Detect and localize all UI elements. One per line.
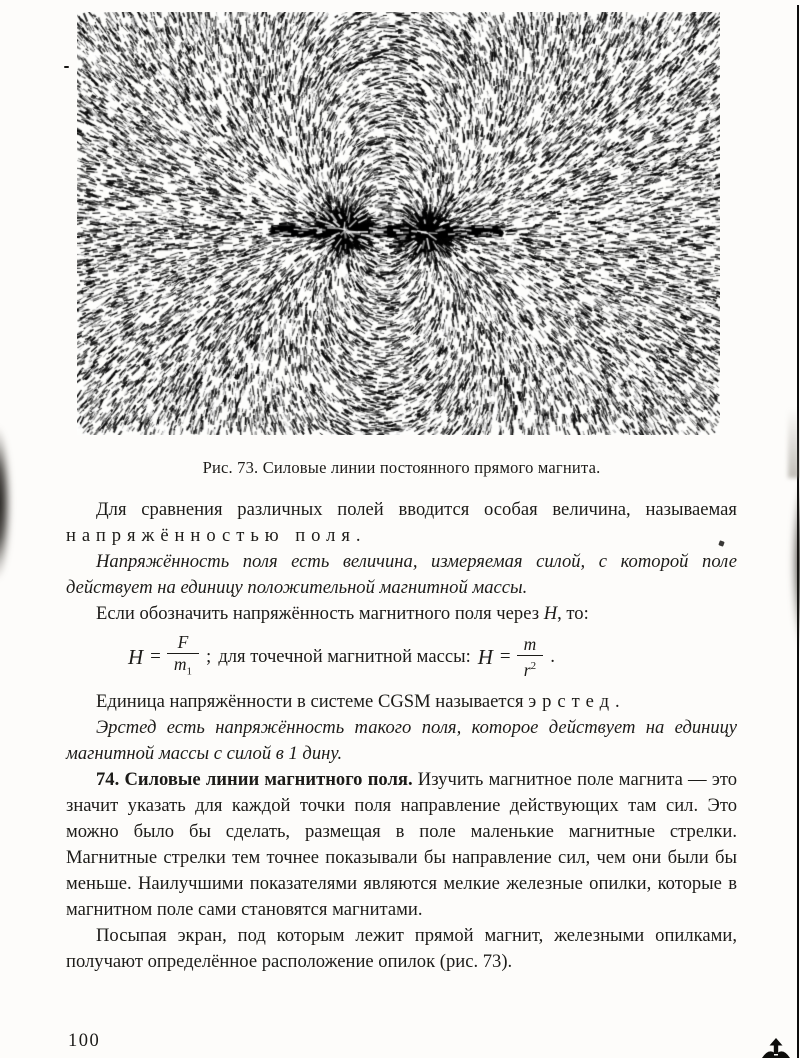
binding-shadow-left [0, 408, 18, 598]
denominator-subscript: 1 [186, 665, 193, 678]
figure-caption: Рис. 73. Силовые линии постоянного прямого магнита. [202, 458, 601, 477]
formula-middle-text: для точечной магнитной массы: [218, 646, 471, 668]
paragraph-text: Изучить магнитное поле магнита — это значит указать для каждой точки поля направление действующих там сил. Это можно было бы сделать, размещая в поле маленькие магнитные стрелки. Магнитные стрелки тем точнее показывали бы направление сил, чем они были бы меньше. Наилучшими показателями являются мелкие железные опилки, которые в магнитном поле сами становятся магнитами. [66, 768, 737, 920]
paragraph-section-74 [66, 767, 737, 923]
paragraph-oersted-definition: Эрстед есть напряжённость такого поля, которое действует на единицу магнитной массы с силой в 1 дину. [66, 716, 737, 764]
fraction-numerator: F [167, 633, 199, 654]
emphasized-spaced-term: эрстед. [528, 690, 626, 712]
body-text-column [66, 497, 737, 975]
emphasized-spaced-term: напряжённостью поля. [66, 525, 367, 546]
paragraph-text: Если обозначить напряжённость магнитного поля через [96, 603, 544, 624]
period: . [550, 646, 556, 668]
fraction-denominator [167, 654, 199, 682]
equals-sign: = [150, 646, 160, 668]
fraction-numerator: m [517, 635, 544, 656]
semicolon: ; [206, 646, 212, 668]
denominator-base: m [173, 654, 187, 674]
paragraph-oersted-unit [66, 689, 737, 715]
paragraph-notation [66, 601, 737, 627]
formula-variable: H [477, 645, 493, 670]
variable-H: H [543, 603, 558, 624]
denominator-base: r [523, 659, 531, 680]
binding-shadow-right-tail [788, 408, 800, 478]
equals-sign: = [499, 646, 510, 668]
paragraph-text: , то: [557, 603, 589, 624]
page-number: 100 [68, 1031, 101, 1051]
denominator-superscript: 2 [530, 659, 537, 672]
formula-variable: H [128, 645, 144, 670]
formula-line [128, 633, 737, 682]
arrow-up-ink-mark-icon [761, 1038, 791, 1058]
ink-speck-dash [64, 66, 69, 68]
iron-filings-figure-image [77, 12, 720, 435]
paragraph-filings-experiment: Посыпая экран, под которым лежит прямой магнит, железными опилками, получают определённое расположение опилок (рис. 73). [66, 924, 737, 972]
paragraph-definition-field-strength: Напряжённость поля есть величина, измеряемая силой, с которой поле действует на единицу положительной магнитной массы. [66, 551, 737, 598]
fraction-denominator [517, 656, 544, 680]
paragraph-text: Единица напряжённости в системе CGSM называется [96, 690, 529, 712]
section-heading: 74. Силовые линии магнитного поля. [96, 768, 413, 790]
paragraph-text: Для сравнения различных полей вводится особая величина, называемая [96, 499, 737, 520]
paragraph-field-strength-intro [66, 497, 737, 549]
fraction-m-over-r2 [517, 635, 544, 680]
fraction-F-over-m1 [167, 633, 199, 682]
